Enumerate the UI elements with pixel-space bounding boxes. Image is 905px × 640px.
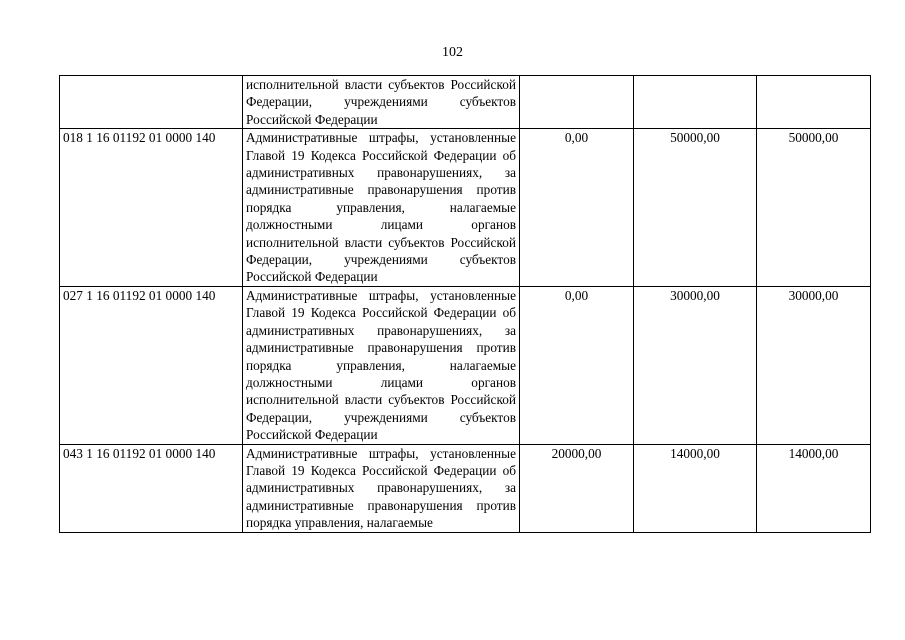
value-2-cell: 50000,00 [634, 129, 757, 287]
value-2-cell: 30000,00 [634, 286, 757, 444]
kbk-code-cell: 018 1 16 01192 01 0000 140 [60, 129, 243, 287]
description-cell: Административные штрафы, установленные Главой 19 Кодекса Российской Федерации об административных правонарушениях, за административные правонарушения против порядка управления, налагаемые должностными лицами органов исполнительной власти субъектов Российской Федерации, учреждениями субъектов Российской Федерации [243, 129, 520, 287]
value-1-cell [520, 76, 634, 129]
description-cell: Административные штрафы, установленные Главой 19 Кодекса Российской Федерации об административных правонарушениях, за административные правонарушения против порядка управления, налагаемые должностными лицами органов исполнительной власти субъектов Российской Федерации, учреждениями субъектов Российской Федерации [243, 286, 520, 444]
value-1-cell: 0,00 [520, 286, 634, 444]
kbk-code-cell: 027 1 16 01192 01 0000 140 [60, 286, 243, 444]
value-1-cell: 20000,00 [520, 444, 634, 532]
page-number: 102 [442, 45, 463, 60]
table-row [60, 286, 871, 444]
value-3-cell: 14000,00 [757, 444, 871, 532]
table-row [60, 444, 871, 532]
budget-table [59, 75, 871, 533]
description-cell: исполнительной власти субъектов Российской Федерации, учреждениями субъектов Российской Федерации [243, 76, 520, 129]
description-cell: Административные штрафы, установленные Главой 19 Кодекса Российской Федерации об административных правонарушениях, за административные правонарушения против порядка управления, налагаемые [243, 444, 520, 532]
value-1-cell: 0,00 [520, 129, 634, 287]
value-3-cell [757, 76, 871, 129]
table-row [60, 76, 871, 129]
value-2-cell [634, 76, 757, 129]
value-3-cell: 50000,00 [757, 129, 871, 287]
value-2-cell: 14000,00 [634, 444, 757, 532]
value-3-cell: 30000,00 [757, 286, 871, 444]
kbk-code-cell: 043 1 16 01192 01 0000 140 [60, 444, 243, 532]
table-row [60, 129, 871, 287]
kbk-code-cell [60, 76, 243, 129]
